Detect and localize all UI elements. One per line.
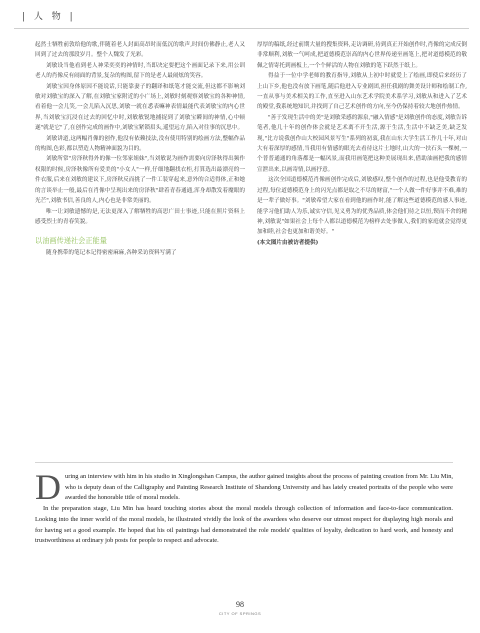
english-paragraph: In the preparation stage, Liu Min has heard touching stories about the moral models through collection of information and face-to-face communication. Looking into the inner world of the moral models, he illustrated vividly the look of the awardees who deserve our utmost respect for displaying high morals and for having set a good example. He hoped that his oil paintings had demonstrated the role models' qualities of loyalty, dedication to hard work, and honesty and trustworthiness at ordinary job posts for people to respect and advocate.: [35, 505, 453, 545]
right-column: [257, 40, 467, 248]
body-paragraph: "善于发现生活中的美"是刘敏采感的源泉,"融入情感"是刘敏创作的态度,刘敏告诉笔者,他几十年的创作体会就是艺术离不开生活,源于生活,生活中不缺乏美,缺乏发现,"比方说我创作山大校园风景写生"系列的初衷,我在山东大学生活工作几十年,对山大有着深厚的感情,当我用有情感的眼光去看待这片土地时,山大的一扶石头一棵树,一个普普通通的角落都是一幅风景,而我用画笔把这种美展现出来,借助油画把我的感情宣泄出来,以画寄情,以画抒意。: [257, 114, 467, 173]
body-paragraph: 刘敏所常"房泽秋得外的像一位邻家姐妹",当刘敏说为画作需要向房泽秋得出频作权限的时候,房泽秋像所有爱美的"小女人"一样,仔细地翻找衣柜,打算选出最漂亮的一件衣服,后来在刘敏的建议下,房泽秋反而挑了一件工装穿起来,意外的合适得体,正和她的言谈举止一般,最后在肖像中呈现出来的房泽秋"肆着青春通通,浑身却散发着魔眼的光芒",刘敏书信,善良的人,内心也是非常美丽的。: [35, 156, 245, 205]
body-paragraph: 起然士牺牲前敦给他的歌,伴随着老人封面高昂时而低沉的歌声,时间仿佛静止,老人又回到了过去的那段岁月。整个人魏发了光彩。: [35, 42, 245, 59]
body-paragraph: 唯一让刘敏遗憾的是,无法更深入了解牺牲的高思广田士事迹,只能在照片资料上感受烈士的青春笑貌。: [35, 208, 245, 225]
page-header: [0, 0, 480, 30]
body-paragraph: 刘敏宝因身体原因不能说话,只能靠妻子的翻译和纸笔才能交流,但这都不影响刘敏对刘敏宝的深入了解,在刘敏宝家附近的小广场上,刘敏时刻观察刘敏宝的各种神情,看着他一会儿笑,一会儿陷入沉思,刘敏一就在悉表嘛神表情最能代表刘敏宝的内心世界,当刘敏宝沉浸在过去的回忆中时,刘敏敏锐地捕捉到了刘敏宝瞬间的神情,心中顿遂"就是它"了,在创作完成的画作中,刘敏宝紧锁眉头,遥望远方,陷入对往事的沉思中。: [35, 83, 245, 132]
body-paragraph: 这次全国道德模范肖像画创作完成后,刘敏感叹,整个创作的过程,也是他受教育的过程,每位道德模范身上的闪光点都是取之不尽的财富,"一个人做一件好事并不难,难的是一辈子做好事。"刘敏希望大家在看到他的画作时,能了解这些道德模范的感人事迹,能学习他们助人为乐,诚实守信,见义勇为的优秀品质,体会他们待之以恒,锲而不舍的精神,刘敏说"如果社会上每个人都以道德模范为榜样去处事做人,我们的家庭就会觉得更加和睦,社会也更加和谐美好。": [257, 177, 467, 236]
section-heading: 以油画传递社会正能量: [35, 236, 107, 246]
body-paragraph: 得益于一位中学老师的教育指导,刘敏从上初中时就爱上了绘画,即使后来经历了上山下乡,他也没有放下画笔,随后他进入专业剧团,担任我剧的舞美设计师和绘制工作,一直从事与美术相关的工作,直至进入山东艺术学院美术系学习,刘敏从和进入了艺术的殿堂,我系统地知识,并找到了自己艺术创作的方向,至今仍保持着较大地创作热情。: [257, 73, 467, 111]
page-number: 98: [236, 600, 244, 609]
body-paragraph: 刘敏设当他看到老人神采奕奕的神情时,当即决定要把这个画面记录下来,用公训老人的肖像反有闹面的背景,复杂的构图,留下的是老人最闹炫的笑容。: [35, 62, 245, 80]
section-divider: [35, 462, 453, 463]
english-summary: [35, 467, 453, 547]
photo-credit: (本文图片由被访者提供): [257, 239, 319, 246]
publication-name: CITY OF SPRINGS: [218, 611, 262, 616]
left-column: [35, 40, 245, 259]
body-paragraph: 刘敏讲道,这两幅肖像的创作,他没有依赖技法,没有使用特别的绘画方法,整幅作品的构图,色彩,都以塑造人物精神面貌为目的。: [35, 135, 245, 153]
english-paragraph-text: uring an interview with him in his studio in Xinglongshan Campus, the author gained insights about the process of painting creation from Mr. Liu Min, who is deputy dean of the Calligraphy and Painting Research Institute of Shandong University and has lately created portraits of the people who were awarded the honorable title of moral models.: [65, 473, 453, 502]
drop-cap: D: [35, 467, 61, 507]
english-paragraph: [35, 467, 453, 507]
header-rule: [14, 28, 469, 29]
body-paragraph: 厚厚的稿纸,经过前期大量的搜集资料,走访调研,待到真正开始创作时,肖像的完成反倒非常顺利,刘敏一气呵成,把道德模范崇高的内心世界传递至画笔上,把对道德模范的敬佩之情寄托到画板上,一个个鲜活的人物在刘敏的笔下跃然于纸上。: [257, 42, 467, 69]
section-label: | 人 物 |: [22, 12, 76, 22]
body-paragraph: 随身携带的笔记本记得密密麻麻,各种采访资料写满了: [46, 250, 177, 257]
